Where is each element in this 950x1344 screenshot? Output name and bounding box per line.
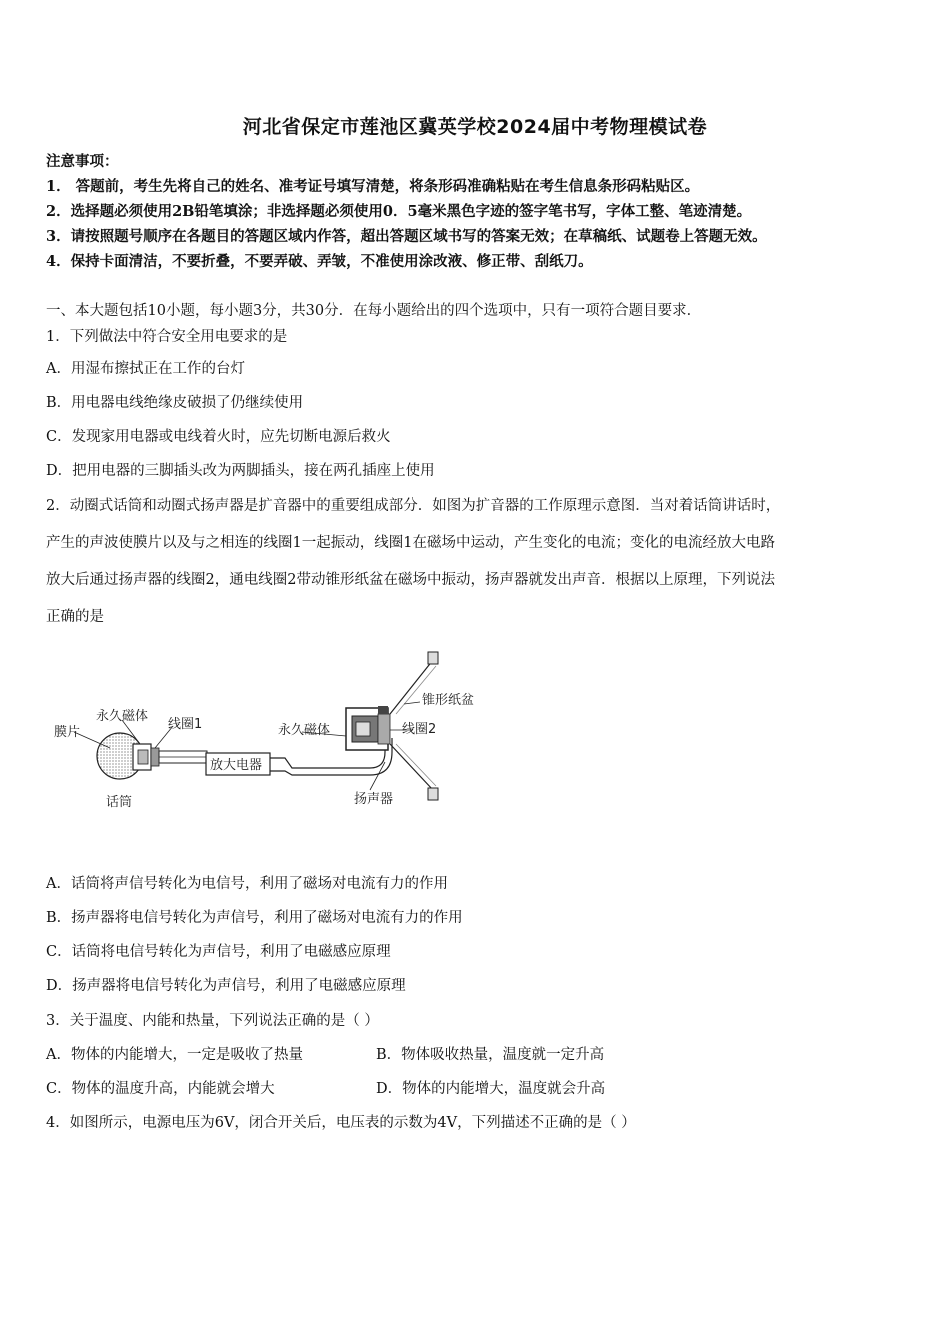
q3-option-c: C．物体的温度升高，内能就会增大 [46,1081,275,1097]
q2-option-d: D．扬声器将电信号转化为声信号，利用了电磁感应原理 [46,978,406,994]
q2-stem-line-3: 放大后通过扬声器的线圈2，通电线圈2带动锥形纸盆在磁场中振动，扬声器就发出声音．根据以上原理，下列说法 [46,572,775,588]
amplifier-diagram [40,640,500,815]
q3-option-b: B．物体吸收热量，温度就一定升高 [376,1047,605,1063]
label-magnet2: 永久磁体 [278,723,331,738]
q2-stem-line-1: 2．动圈式话筒和动圈式扬声器是扩音器中的重要组成部分．如图为扩音器的工作原理示意图．当对着话筒讲话时， [46,498,781,514]
q1-option-c: C．发现家用电器或电线着火时，应先切断电源后救火 [46,429,391,445]
coil2-shape [378,714,390,744]
label-cone: 锥形纸盆 [422,693,475,708]
label-amplifier: 放大电器 [210,758,263,773]
q2-stem-line-4: 正确的是 [46,609,104,625]
notice-item-1: 1． 答题前，考生先将自己的姓名、准考证号填写清楚，将条形码准确粘贴在考生信息条形码粘贴区。 [46,178,700,195]
coil1-shape [151,748,159,766]
q2-stem-line-2: 产生的声波使膜片以及与之相连的线圈1一起振动，线圈1在磁场中运动，产生变化的电流；变化的电流经放大电路 [46,535,775,551]
section-heading: 一、本大题包括10小题，每小题3分，共30分．在每小题给出的四个选项中，只有一项符合题目要求． [46,303,702,319]
q3-option-d: D．物体的内能增大，温度就会升高 [376,1081,606,1097]
notice-item-2: 2．选择题必须使用2B铅笔填涂；非选择题必须使用0．5毫米黑色字迹的签字笔书写，字体工整、笔迹清楚。 [46,203,752,220]
q3-option-a: A．物体的内能增大，一定是吸收了热量 [46,1047,303,1063]
q1-option-d: D．把用电器的三脚插头改为两脚插头，接在两孔插座上使用 [46,463,435,479]
q4-stem: 4．如图所示，电源电压为6V，闭合开关后，电压表的示数为4V，下列描述不正确的是（ ） [46,1115,636,1131]
q1-option-a: A．用湿布擦拭正在工作的台灯 [46,361,245,377]
q1-option-b: B．用电器电线绝缘皮破损了仍继续使用 [46,395,304,411]
label-membrane: 膜片 [54,725,81,740]
q3-stem: 3．关于温度、内能和热量，下列说法正确的是（ ） [46,1013,379,1029]
exam-title: 河北省保定市莲池区冀英学校2024届中考物理模试卷 [242,116,708,138]
q1-stem: 1．下列做法中符合安全用电要求的是 [46,329,288,345]
label-coil1: 线圈1 [168,717,203,732]
label-microphone: 话筒 [106,795,133,810]
q2-option-a: A．话筒将声信号转化为电信号，利用了磁场对电流有力的作用 [46,876,448,892]
label-magnet1: 永久磁体 [96,709,149,724]
label-speaker: 扬声器 [354,792,394,807]
notice-item-4: 4．保持卡面清洁，不要折叠，不要弄破、弄皱，不准使用涂改液、修正带、刮纸刀。 [46,253,593,270]
label-coil2: 线圈2 [402,722,437,737]
notice-item-3: 3．请按照题号顺序在各题目的答题区域内作答，超出答题区域书写的答案无效；在草稿纸、试题卷上答题无效。 [46,228,767,245]
notice-heading: 注意事项： [46,153,119,170]
q2-option-b: B．扬声器将电信号转化为声信号，利用了磁场对电流有力的作用 [46,910,463,926]
q2-option-c: C．话筒将电信号转化为声信号，利用了电磁感应原理 [46,944,391,960]
